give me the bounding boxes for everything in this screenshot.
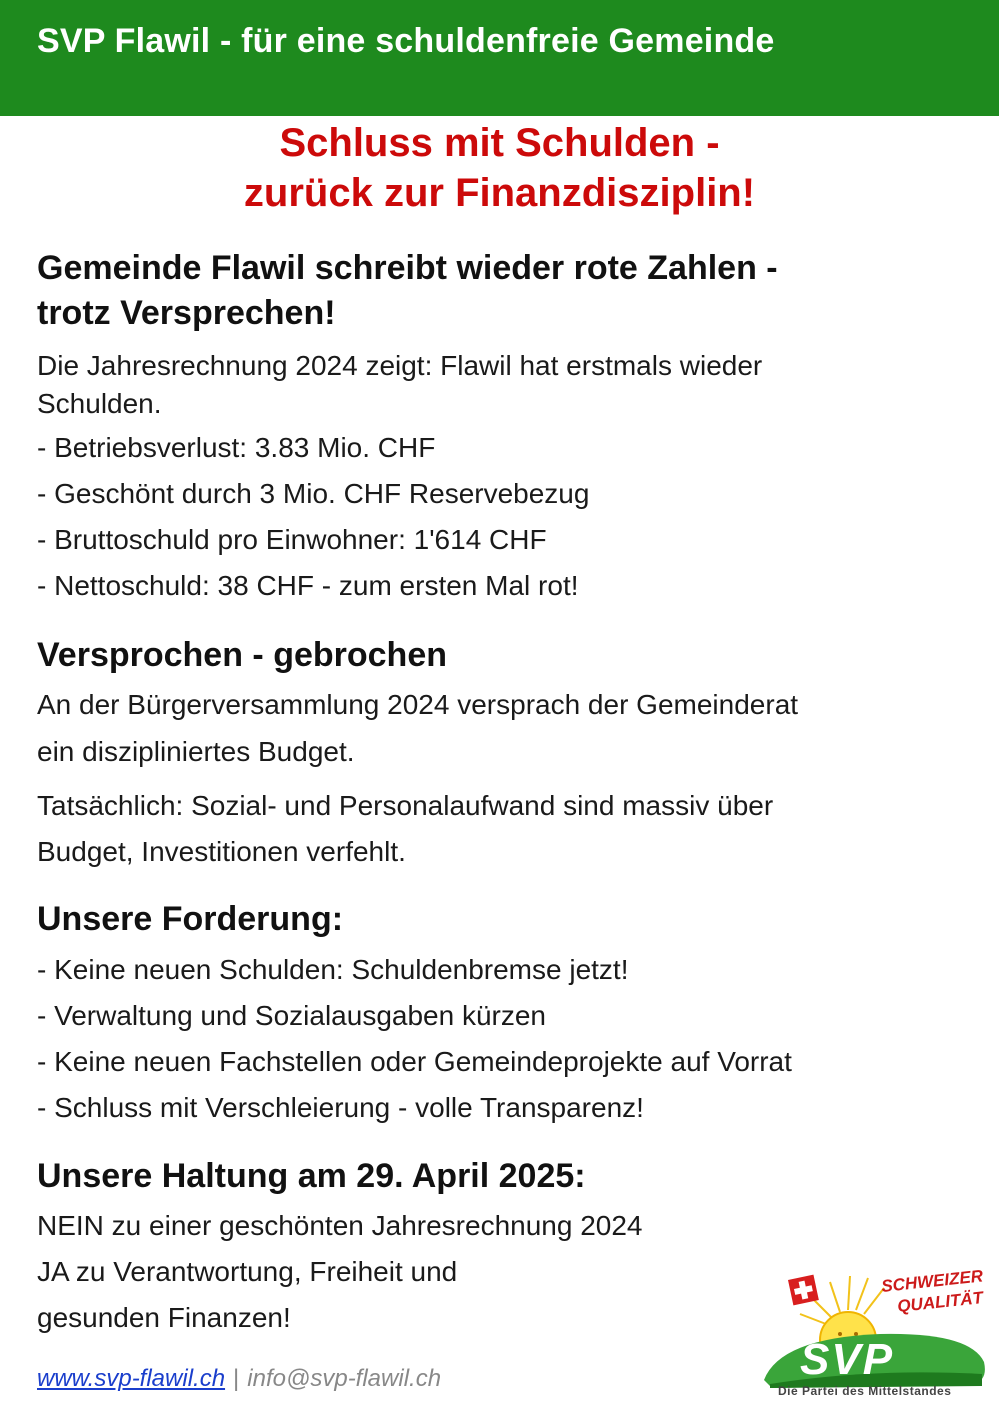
section1-intro-line-1: Die Jahresrechnung 2024 zeigt: Flawil hat erstmals wieder: [37, 350, 763, 381]
header-banner: [0, 0, 999, 116]
section2-para1-line-1: An der Bürgerversammlung 2024 versprach der Gemeinderat: [37, 689, 799, 720]
section4-line-2: JA zu Verantwortung, Freiheit und: [37, 1256, 458, 1287]
section1-bullet: - Betriebsverlust: 3.83 Mio. CHF: [37, 432, 436, 463]
section2-para1-line-2: ein diszipliniertes Budget.: [37, 736, 355, 767]
badge-line-1: SCHWEIZER: [880, 1266, 984, 1296]
section3-bullet: - Schluss mit Verschleierung - volle Transparenz!: [37, 1092, 644, 1123]
section4-line-3: gesunden Finanzen!: [37, 1302, 291, 1333]
section3-bullet: - Verwaltung und Sozialausgaben kürzen: [37, 1000, 547, 1031]
section2-para2-line-1: Tatsächlich: Sozial- und Personalaufwand sind massiv über: [37, 790, 774, 821]
section1-bullet: - Geschönt durch 3 Mio. CHF Reservebezug: [37, 478, 590, 509]
footer-contact: [37, 1365, 441, 1393]
email-text: info@svp-flawil.ch: [247, 1365, 442, 1392]
section1-title-line-1: Gemeinde Flawil schreibt wieder rote Zahlen -: [37, 249, 778, 287]
logo-slogan: Die Partei des Mittelstandes: [778, 1384, 952, 1398]
website-link[interactable]: www.svp-flawil.ch: [37, 1365, 226, 1392]
footer-separator: |: [233, 1365, 240, 1392]
section2-title: Versprochen - gebrochen: [37, 636, 447, 674]
section1-bullet: - Nettoschuld: 38 CHF - zum ersten Mal rot!: [37, 570, 579, 601]
headline-line-1: Schluss mit Schulden -: [279, 121, 720, 165]
section1-intro-line-2: Schulden.: [37, 388, 162, 419]
svp-logo: [760, 1262, 990, 1402]
swiss-flag-icon: [788, 1275, 819, 1306]
svp-wordmark: SVP: [800, 1335, 895, 1384]
section1-bullet: - Bruttoschuld pro Einwohner: 1'614 CHF: [37, 524, 547, 555]
section2-para2-line-2: Budget, Investitionen verfehlt.: [37, 836, 406, 867]
badge-line-2: QUALITÄT: [896, 1288, 984, 1316]
section4-line-1: NEIN zu einer geschönten Jahresrechnung 2024: [37, 1210, 643, 1241]
section1-title-line-2: trotz Versprechen!: [37, 294, 336, 332]
headline-line-2: zurück zur Finanzdisziplin!: [243, 171, 756, 215]
section3-bullet: - Keine neuen Fachstellen oder Gemeindeprojekte auf Vorrat: [37, 1046, 792, 1077]
section4-title: Unsere Haltung am 29. April 2025:: [37, 1157, 586, 1195]
banner-title: SVP Flawil - für eine schuldenfreie Gemeinde: [37, 22, 775, 60]
section3-title: Unsere Forderung:: [37, 900, 344, 938]
section3-bullet: - Keine neuen Schulden: Schuldenbremse jetzt!: [37, 954, 629, 985]
